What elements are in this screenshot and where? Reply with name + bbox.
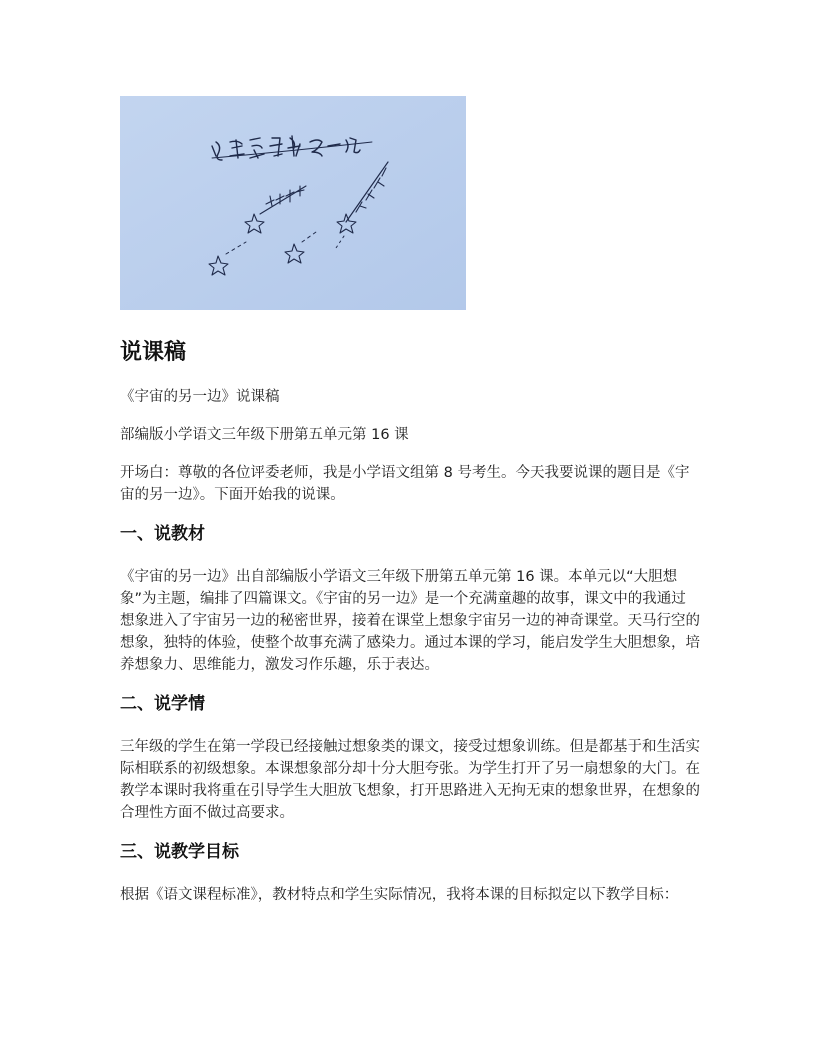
section-heading-textbook: 一、说教材 [120,524,205,544]
handwritten-blackboard-photo [120,96,466,310]
textbook-line: 部编版小学语文三年级下册第五单元第 16 课 [120,427,409,443]
section-heading-objectives: 三、说教学目标 [120,842,239,862]
section-paragraph-objectives: 根据《语文课程标准》，教材特点和学生实际情况，我将本课的目标拟定以下教学目标： [120,887,679,903]
opening-paragraph: 开场白：尊敬的各位评委老师，我是小学语文组第 8 号考生。今天我要说课的题目是《宇宙的另一边》。下面开始我的说课。 [120,465,690,503]
document-title: 说课稿 [120,340,187,365]
lesson-title-line: 《宇宙的另一边》说课稿 [120,389,280,405]
section-paragraph-students: 三年级的学生在第一学段已经接触过想象类的课文，接受过想象训练。但是都基于和生活实际相联系的初级想象。本课想象部分却十分大胆夸张。为学生打开了另一扇想象的大门。在教学本课时我将重在引导学生大胆放飞想象，打开思路进入无拘无束的想象世界，在想象的合理性方面不做过高要求。 [120,739,700,821]
section-paragraph-textbook: 《宇宙的另一边》出自部编版小学语文三年级下册第五单元第 16 课。本单元以“大胆想象”为主题，编排了四篇课文。《宇宙的另一边》是一个充满童趣的故事，课文中的我通过想象进入了宇宙另一边的秘密世界，接着在课堂上想象宇宙另一边的神奇课堂。天马行空的想象，独特的体验，使整个故事充满了感染力。通过本课的学习，能启发学生大胆想象，培养想象力、思维能力，激发习作乐趣，乐于表达。 [120,569,700,673]
document-page [120,96,700,906]
section-heading-students: 二、说学情 [120,694,205,714]
